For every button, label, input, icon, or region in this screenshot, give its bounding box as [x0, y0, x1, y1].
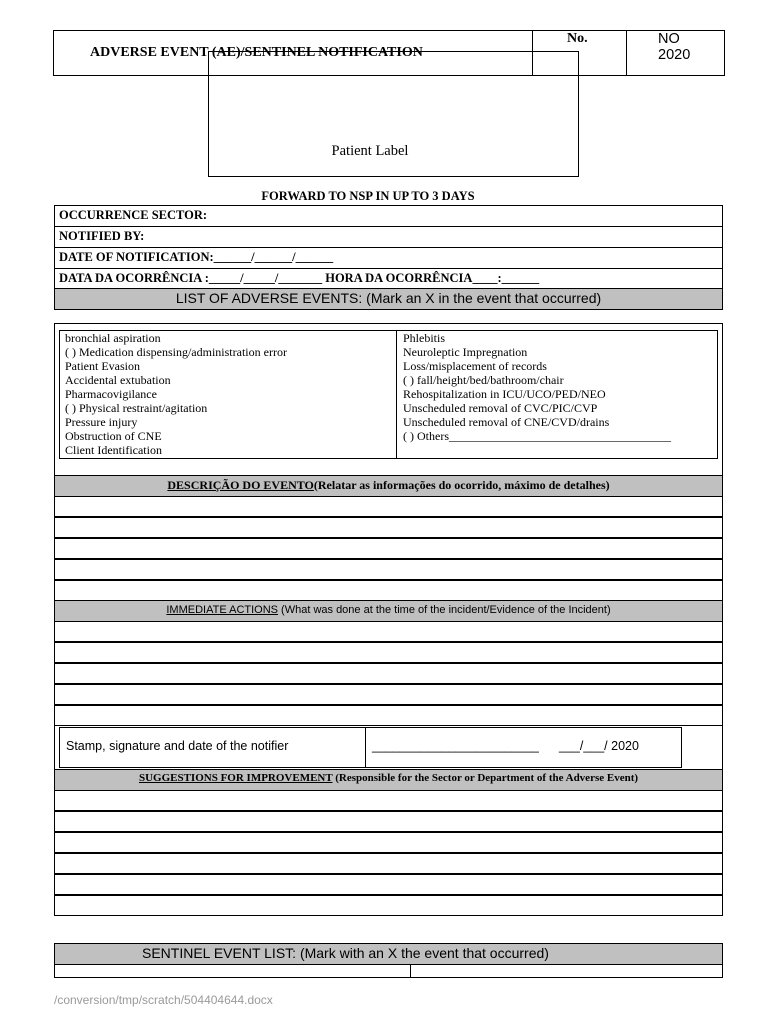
suggestions-line-4[interactable] — [54, 853, 723, 874]
description-line-3[interactable] — [54, 538, 723, 559]
immediate-line-4[interactable] — [54, 684, 723, 705]
stamp-date-field[interactable]: ___/___/ 2020 — [559, 739, 639, 753]
adverse-event-left-item[interactable]: bronchial aspiration — [65, 331, 161, 345]
signature-line[interactable]: ________________________ — [372, 739, 539, 753]
adverse-event-right-item[interactable]: Unscheduled removal of CNE/CVD/drains — [403, 415, 610, 429]
adverse-event-right-item[interactable]: Rehospitalization in ICU/UCO/PED/NEO — [403, 387, 606, 401]
date-of-notification-field[interactable]: DATE OF NOTIFICATION:______/______/______ — [54, 247, 723, 269]
immediate-line-3[interactable] — [54, 663, 723, 684]
patient-label-text: Patient Label — [331, 143, 409, 159]
immediate-actions-subtitle: (What was done at the time of the incident/Evidence of the Incident) — [278, 604, 611, 616]
stamp-divider — [365, 727, 366, 768]
immediate-line-5[interactable] — [54, 705, 723, 726]
description-header — [54, 475, 723, 497]
adverse-event-left-item[interactable]: ( ) Physical restraint/agitation — [65, 401, 208, 415]
description-line-2[interactable] — [54, 517, 723, 538]
occurrence-date-time-field[interactable]: DATA DA OCORRÊNCIA :_____/_____/_______ HORA DA OCORRÊNCIA____:______ — [54, 268, 723, 290]
adverse-event-right-item[interactable]: ( ) fall/height/bed/bathroom/chair — [403, 373, 564, 387]
adverse-event-right-item[interactable]: ( ) Others_____________________________________ — [403, 429, 671, 443]
adverse-event-right-item[interactable]: Phlebitis — [403, 331, 446, 345]
suggestions-line-1[interactable] — [54, 790, 723, 811]
adverse-event-left-item[interactable]: Pharmacovigilance — [65, 387, 157, 401]
stamp-label: Stamp, signature and date of the notifier — [66, 739, 289, 753]
header-divider-2 — [626, 30, 627, 76]
number-value-line2: 2020 — [658, 47, 691, 63]
suggestions-title: SUGGESTIONS FOR IMPROVEMENT — [138, 772, 333, 784]
adverse-event-left-item[interactable]: Obstruction of CNE — [65, 429, 162, 443]
immediate-line-2[interactable] — [54, 642, 723, 663]
description-subtitle: (Relatar as informações do ocorrido, máximo de detalhes) — [313, 478, 610, 492]
number-value-line1: NO — [658, 31, 680, 47]
forward-note: FORWARD TO NSP IN UP TO 3 DAYS — [261, 189, 475, 203]
adverse-event-left-item[interactable]: ( ) Medication dispensing/administration error — [65, 345, 287, 359]
suggestions-line-5[interactable] — [54, 874, 723, 895]
events-list-header: LIST OF ADVERSE EVENTS: (Mark an X in the event that occurred) — [54, 288, 723, 310]
sentinel-row[interactable] — [54, 964, 723, 978]
description-title: DESCRIÇÃO DO EVENTO — [167, 478, 314, 492]
form-title: ADVERSE EVENT (AE)/SENTINEL NOTIFICATION — [90, 45, 423, 60]
events-left-column — [65, 331, 395, 457]
description-line-5[interactable] — [54, 580, 723, 601]
adverse-event-left-item[interactable]: Accidental extubation — [65, 373, 171, 387]
adverse-event-left-item[interactable]: Client Identification — [65, 443, 162, 457]
immediate-actions-title: IMMEDIATE ACTIONS — [166, 604, 278, 616]
suggestions-line-3[interactable] — [54, 832, 723, 853]
adverse-event-right-item[interactable]: Unscheduled removal of CVC/PIC/CVP — [403, 401, 598, 415]
immediate-line-1[interactable] — [54, 621, 723, 642]
adverse-event-right-item[interactable]: Loss/misplacement of records — [403, 359, 547, 373]
suggestions-header — [54, 769, 723, 791]
events-column-divider — [396, 330, 397, 459]
immediate-actions-header — [54, 600, 723, 622]
description-line-4[interactable] — [54, 559, 723, 580]
events-right-column — [403, 331, 715, 443]
notified-by-field[interactable]: NOTIFIED BY: — [54, 226, 723, 248]
sentinel-row-divider — [410, 964, 411, 978]
footer-file-path: /conversion/tmp/scratch/504404644.docx — [54, 993, 273, 1007]
suggestions-line-6[interactable] — [54, 895, 723, 916]
suggestions-subtitle: (Responsible for the Sector or Department of the Adverse Event) — [332, 772, 639, 784]
adverse-event-left-item[interactable]: Patient Evasion — [65, 359, 140, 373]
adverse-event-right-item[interactable]: Neuroleptic Impregnation — [403, 345, 528, 359]
number-label: No. — [567, 31, 588, 46]
suggestions-line-2[interactable] — [54, 811, 723, 832]
sentinel-list-header: SENTINEL EVENT LIST: (Mark with an X the event that occurred) — [54, 943, 723, 965]
adverse-event-left-item[interactable]: Pressure injury — [65, 415, 138, 429]
description-line-1[interactable] — [54, 496, 723, 517]
occurrence-sector-field[interactable]: OCCURRENCE SECTOR: — [54, 205, 723, 227]
